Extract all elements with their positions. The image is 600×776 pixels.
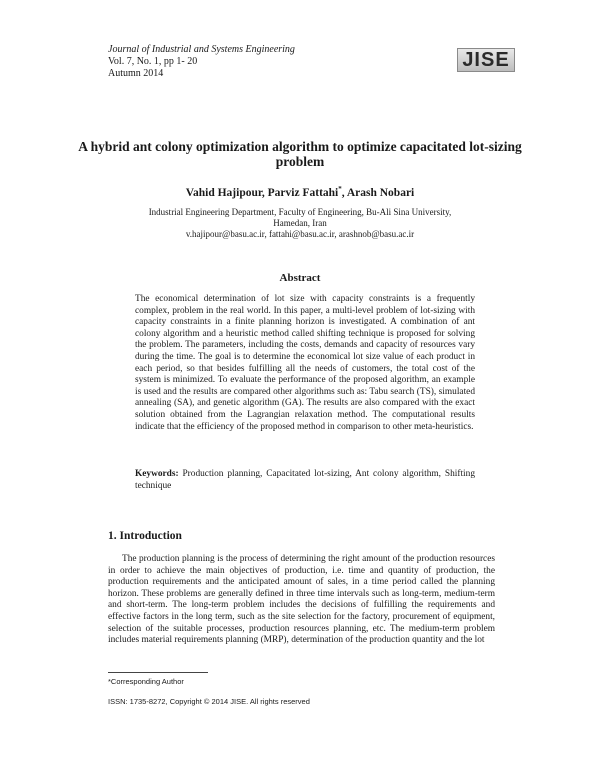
paper-title: A hybrid ant colony optimization algorithm to optimize capacitated lot-sizing problem [78, 139, 522, 169]
keywords-label: Keywords: [135, 469, 179, 479]
corresponding-mark: * [338, 185, 342, 193]
author-1: Vahid Hajipour, [185, 186, 268, 199]
abstract-text: The economical determination of lot size with capacity constraints is a frequently complex, problem in the real world. In this paper, a multi-level problem of lot-sizing with capacity constraints in a finite planning horizon is investigated. A combination of ant colony algorithm and a heuristic method called shifting technique is proposed for solving the problem. The parameters, including the costs, demands and capacity of resources vary during the time. The goal is to determine the economical lot size value of each product in each period, so that besides fulfilling all the needs of customers, the total cost of the system is minimized. To evaluate the performance of the proposed algorithm, an example is used and the results are compared other algorithms such as: Tabu search (TS), simulated annealing (SA), and genetic algorithm (GA). The results are also compared with the exact solution obtained from the Lagrangian relaxation method. The computational results indicate that the efficiency of the proposed method in comparison to other meta-heuristics. [135, 294, 475, 432]
author-2: Parviz Fattahi [267, 186, 339, 199]
keywords [135, 469, 475, 492]
author-3: , Arash Nobari [341, 186, 415, 199]
journal-name: Journal of Industrial and Systems Engineering [108, 44, 295, 55]
abstract-heading: Abstract [279, 272, 321, 284]
author-emails: v.hajipour@basu.ac.ir, fattahi@basu.ac.ir, arashnob@basu.ac.ir [185, 229, 415, 239]
affiliation-line-1: Industrial Engineering Department, Faculty of Engineering, Bu-Ali Sina University, [148, 207, 452, 217]
footnote-divider [108, 672, 208, 673]
journal-logo: JISE [457, 48, 515, 72]
author-list [60, 182, 540, 200]
affiliation [60, 207, 540, 240]
journal-header [108, 44, 295, 80]
affiliation-line-2: Hamedan, Iran [273, 218, 327, 228]
section-heading-introduction: 1. Introduction [108, 530, 182, 542]
journal-volume: Vol. 7, No. 1, pp 1- 20 [108, 56, 198, 67]
footnote-corresponding-author: *Corresponding Author [108, 677, 184, 686]
keywords-list: Production planning, Capacitated lot-sizing, Ant colony algorithm, Shifting technique [135, 469, 475, 491]
introduction-text: The production planning is the process of determining the right amount of the production resources in order to achieve the main objectives of production, i.e. time and quantity of production, the production requirements and the anticipated amount of sales, in a time period called the planning horizon. These problems are generally defined in three time intervals such as long-term, medium-term and short-term. The long-term problem includes the decisions of fulfilling the requirements and effective factors in the long term, such as the site selection for the factory, procurement of equipment, selection of the suitable processes, production resources planning, etc. The medium-term problem includes material requirements planning (MRP), determination of the production quantity and the lot [108, 554, 495, 646]
journal-season: Autumn 2014 [108, 68, 164, 79]
copyright-line: ISSN: 1735-8272, Copyright © 2014 JISE. All rights reserved [108, 697, 310, 706]
